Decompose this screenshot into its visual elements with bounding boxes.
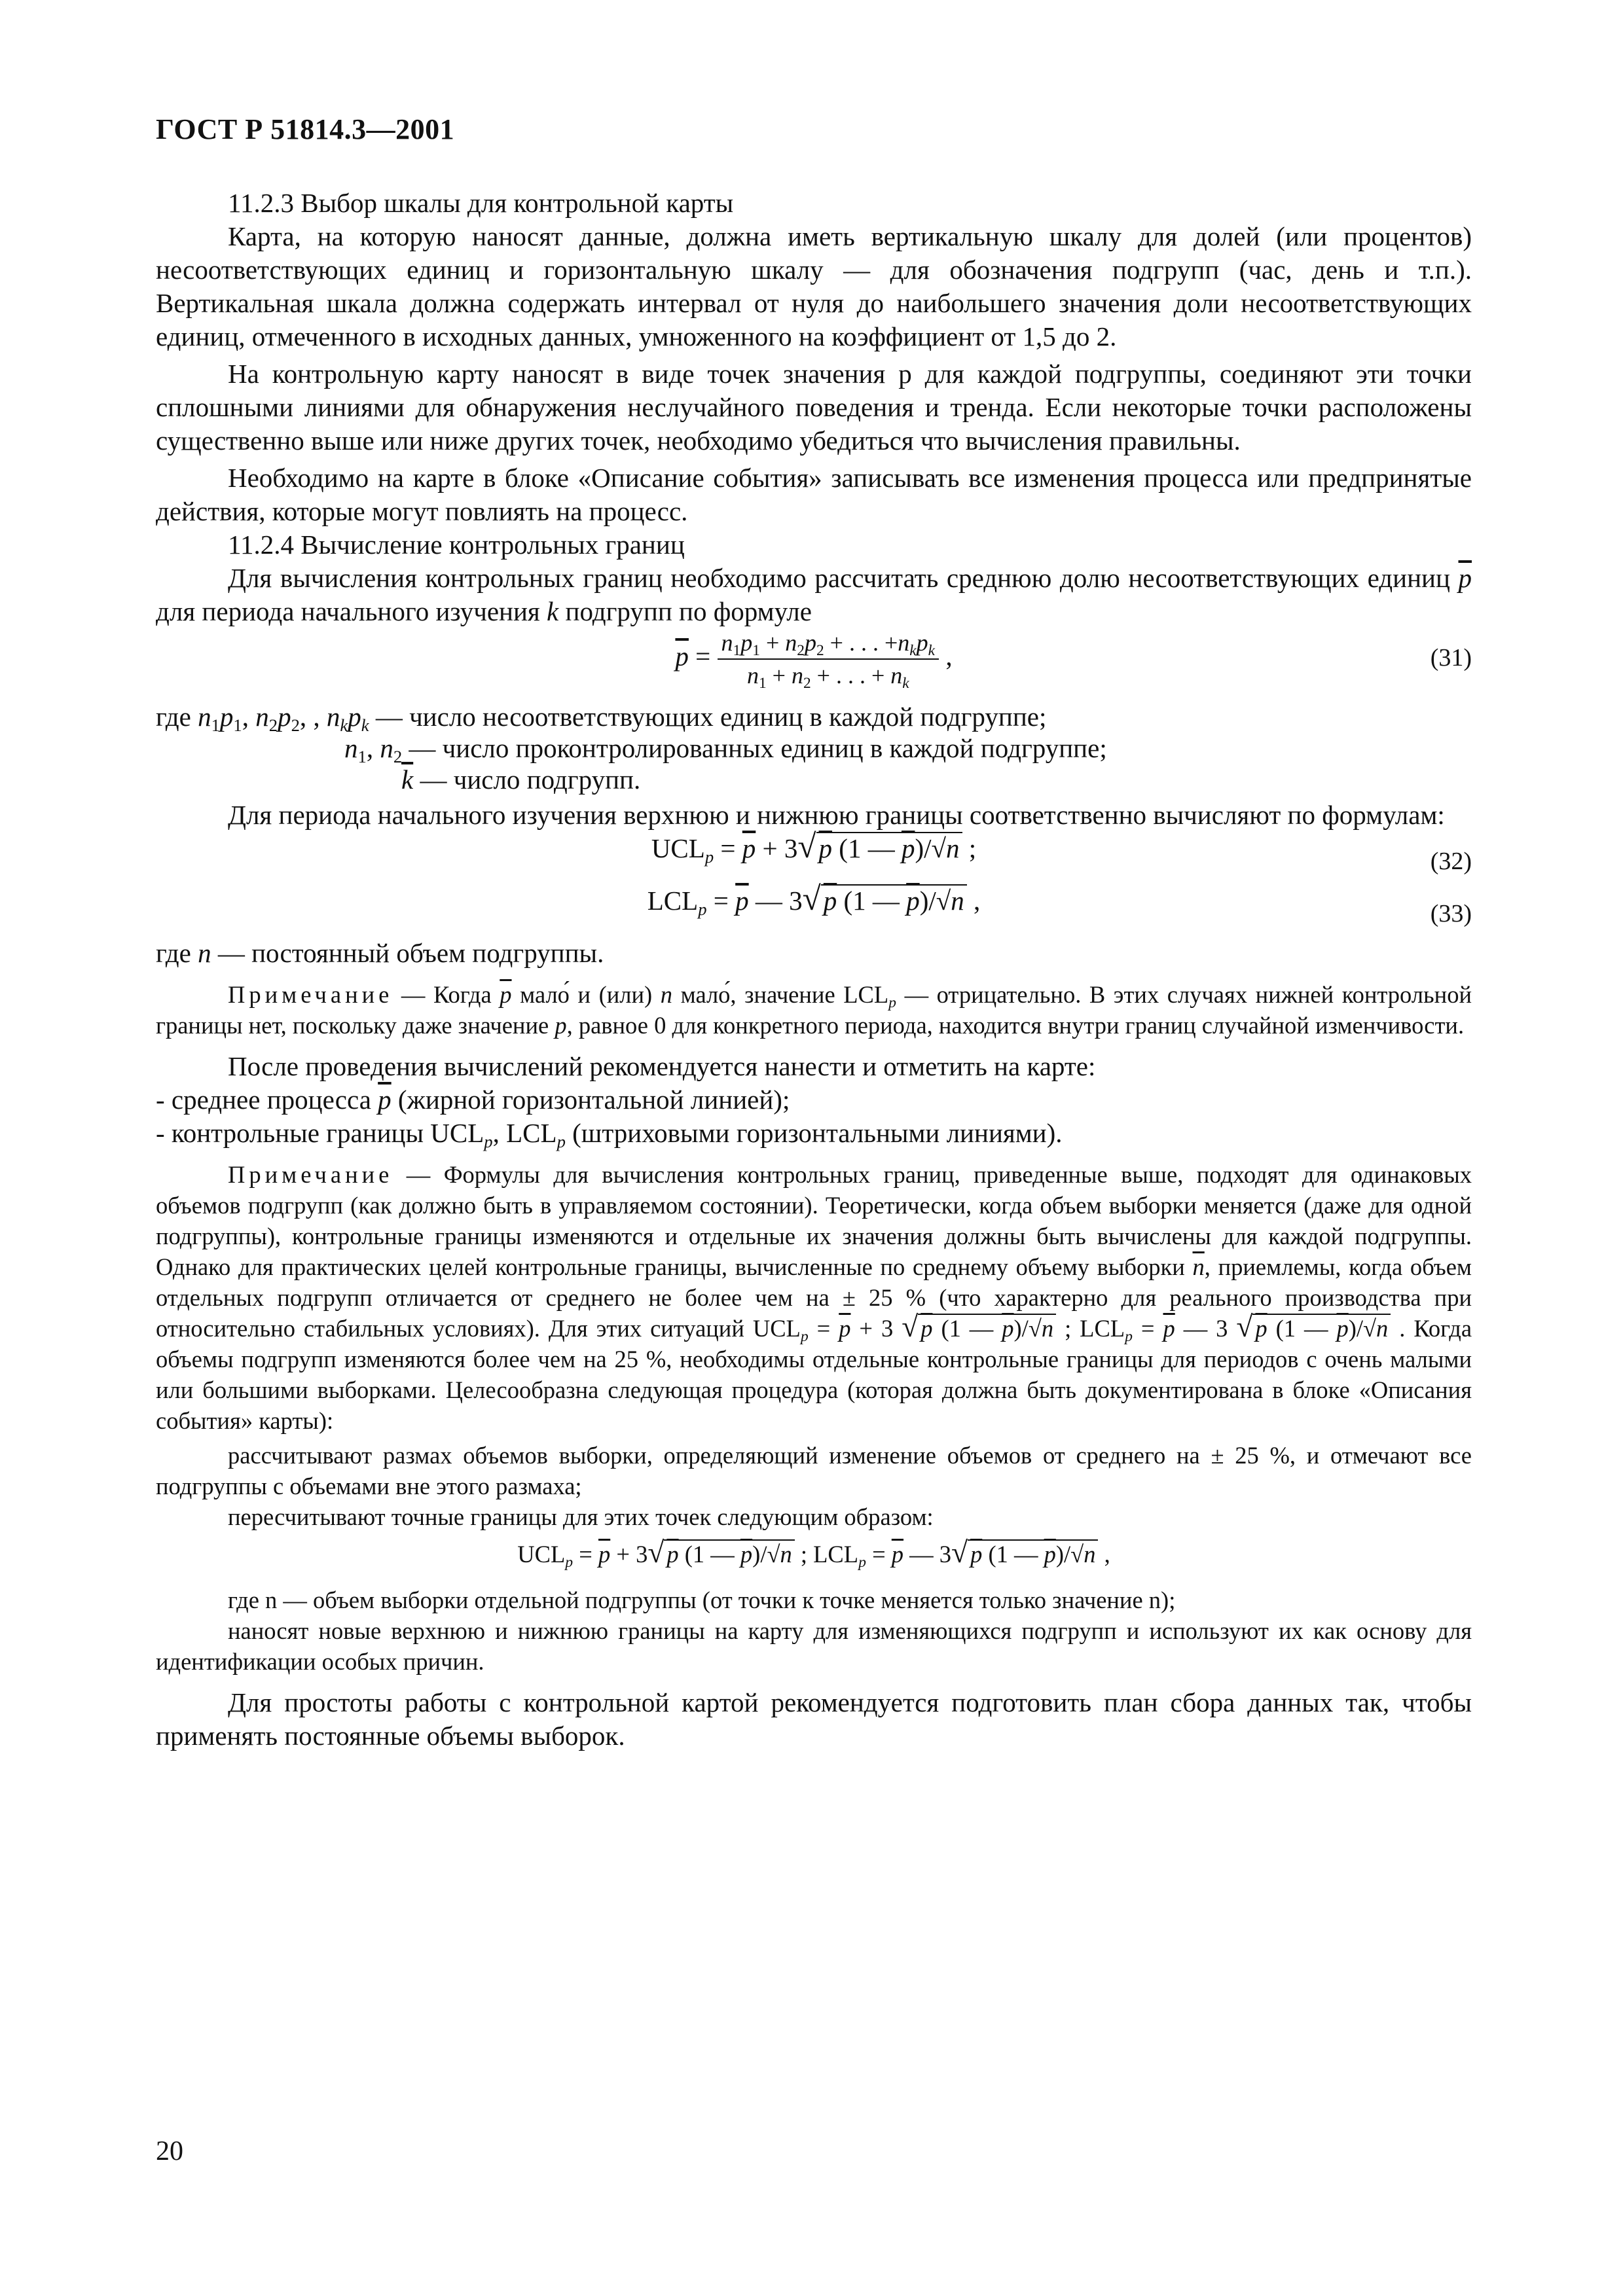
section-title-11-2-3: 11.2.3 Выбор шкалы для контрольной карты [228, 188, 734, 218]
list-item-limits: - контрольные границы $UCL_p$, $LCL_p$ (штриховыми горизонтальными линиями). [156, 1118, 1063, 1151]
paragraph-mean-fraction: Для вычисления контрольных границ необходимо рассчитать среднюю долю несоответствующих единиц $\overline{p}$ для периода начального изучения k подгрупп по формуле [156, 563, 1472, 626]
note-1: Примечание — Когда $\overline{p}$ мало́ и (или) n мало́, значение $LCL_p$ — отрицательно. В этих случаях нижней контрольной границы нет, поскольку даже значение p, равное 0 для конкретного периода, находится внутри границ случайной изменчивости. [156, 981, 1472, 1039]
formula-31: $\overline{p}$ = $\frac{n_1p_1 + n_2p_2 + . . . +n_kp_k}{n_1 + n_2 + . . . + n_k}$ , (31) [675, 630, 1472, 692]
procedure-step-3: наносят новые верхнюю и нижнюю границы на карту для изменяющихся подгрупп и используют их как основу для идентификации особых причин. [156, 1617, 1472, 1675]
note-2: Примечание — Формулы для вычисления контрольных границ, приведенные выше, подходят для одинаковых объемов подгрупп (как должно быть в управляемом состоянии). Теоретически, когда объем выборки меняется (даже для одной подгруппы), контрольные границы изменяются и отдельные их значения должны быть вычислены для каждой подгруппы. Однако для практических целей контрольные границы, вычисленные по среднему объему выборки $\overline{n}$, приемлемы, когда объем отдельных подгрупп отличается от среднего не более чем на ± 25 % (что характерно для реального производства при относительно стабильных условиях). Для этих ситуаций $UCL_p = \overline{p} + 3$ √ p (1 — $\overline{p})/√n$ ; $LCL_p = \overline{p}$ — 3 √ p (1 — $\overline{p})/√n$ . Когда объемы подгрупп изменяются более чем на 25 %, необходимы отдельные контрольные границы для периодов с очень малыми или большими выборками. Целесообразна следующая процедура (которая должна быть документирована в блоке «Описания события» карты): рассчитывают размах объемов выборки, определяющий изменение объемов от среднего на ± 25 %, и отмечают все подгруппы с объемами вне этого размаха; пересчитывают точные границы для этих точек следующим образом: $UCL_p = \overline{p} + 3√$ p (1 — $\overline{p})/√n$ ; $LCL_p = \overline{p}$ — 3√ p (1 — $\overline{p})/√n$ , где n — объем выборки отдельной подгруппы (от точки к точке меняется только значение n); наносят новые верхнюю и нижнюю границы на карту для изменяющихся подгрупп и используют их как основу для идентификации особых причин. [156, 1159, 1472, 1677]
equation-number-31: (31) [1430, 644, 1472, 672]
formula-33-legend: где n — постоянный объем подгруппы. [156, 938, 604, 968]
formula-32: $UCL_p = \overline{p} + 3√p$ (1 — $\overline{p})/√n$ ; (32) [156, 832, 1472, 884]
paragraph-event-block: Необходимо на карте в блоке «Описание события» записывать все изменения процесса или предпринятые действия, которые могут повлиять на процесс. [156, 463, 1472, 526]
procedure-step-2: пересчитывают точные границы для этих точек следующим образом: [228, 1503, 934, 1530]
note-label: Примечание [228, 1161, 393, 1188]
formula-31-legend: где $n_1p_1$, $n_2p_2$, , $n_kp_k$ — число несоответствующих единиц в каждой подгруппе; $n_1$, $n_2$ — число проконтролированных единиц в каждой подгруппе; $\overline{k}$ — число подгрупп. [156, 702, 1107, 795]
page-body [156, 187, 1472, 1753]
paragraph-points: На контрольную карту наносят в виде точек значения p для каждой подгруппы, соединяют эти точки сплошными линиями для обнаружения неслучайного поведения и тренда. Если некоторые точки расположены существенно выше или ниже других точек, необходимо убедиться что вычисления правильны. [156, 359, 1472, 456]
equation-number-32: (32) [1430, 848, 1472, 875]
document-header: ГОСТ Р 51814.3—2001 [156, 113, 455, 145]
paragraph-scale: Карта, на которую наносят данные, должна иметь вертикальную шкалу для долей (или процентов) несоответствующих единиц и горизонтальную шкалу — для обозначения подгрупп (час, день и т.п.). Вертикальная шкала должна содержать интервал от нуля до наибольшего значения доли несоответствующих единиц, отмеченного в исходных данных, умноженного на коэффициент от 1,5 до 2. [156, 221, 1472, 351]
procedure-step-1: рассчитывают размах объемов выборки, определяющий изменение объемов от среднего на ± 25 %, и отмечают все подгруппы с объемами вне этого размаха; [156, 1442, 1472, 1499]
paragraph-final: Для простоты работы с контрольной картой рекомендуется подготовить план сбора данных так, чтобы применять постоянные объемы выборок. [156, 1687, 1472, 1751]
paragraph-after-calc: После проведения вычислений рекомендуется нанести и отметить на карте: [228, 1051, 1096, 1081]
paragraph-limits-intro: Для периода начального изучения верхнюю и нижнюю границы соответственно вычисляют по формулам: [228, 800, 1445, 830]
section-title-11-2-4: 11.2.4 Вычисление контрольных границ [228, 529, 685, 560]
equation-number-33: (33) [1430, 900, 1472, 927]
procedure-legend: где n — объем выборки отдельной подгруппы (от точки к точке меняется только значение n); [228, 1587, 1176, 1613]
list-item-mean: - среднее процесса $\overline{p}$ (жирной горизонтальной линией); [156, 1085, 790, 1115]
page-number: 20 [156, 2136, 183, 2166]
formula-33: $LCL_p = \overline{p}$ — 3√p (1 — $\overline{p})/√n$ , (33) [156, 884, 1472, 937]
formula-variable-limits: $UCL_p = \overline{p} + 3√$ p (1 — $\overline{p})/√n$ ; $LCL_p = \overline{p}$ — 3√ p (1 — $\overline{p})/√n$ , [517, 1535, 1110, 1571]
note-label: Примечание [228, 981, 393, 1008]
